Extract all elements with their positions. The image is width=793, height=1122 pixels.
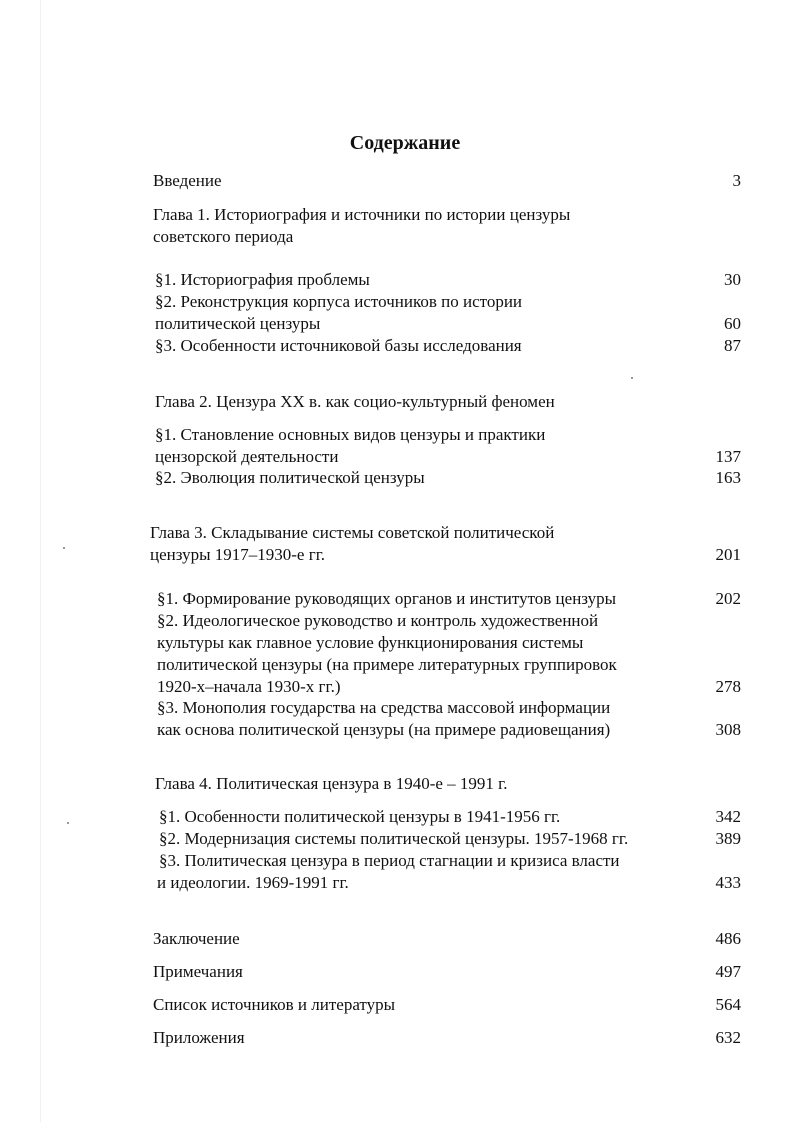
toc-ch3-section-1: §1. Формирование руководящих органов и институтов цензуры [157, 589, 617, 608]
toc-ch3-section-2-cont-3: 1920-х–начала 1930-х гг.) [157, 677, 341, 696]
toc-ch2-section-1-page: 137 [715, 447, 741, 466]
toc-intro-page: 3 [732, 171, 741, 190]
toc-ch3-section-2-page: 278 [715, 677, 741, 696]
toc-ch3-section-2-cont-1: культуры как главное условие функционирования системы [157, 633, 584, 652]
toc-ch2-section-1-cont: цензорской деятельности [155, 447, 339, 466]
scan-edge [40, 0, 41, 1122]
toc-ch2-section-1: §1. Становление основных видов цензуры и практики [155, 425, 546, 444]
toc-ch4-section-1: §1. Особенности политической цензуры в 1941-1956 гг. [159, 807, 561, 826]
toc-notes-label: Примечания [153, 962, 243, 981]
toc-ch2-section-2-page: 163 [715, 468, 741, 487]
toc-intro-label: Введение [153, 171, 222, 190]
toc-ch4-section-3-cont: и идеологии. 1969-1991 гг. [157, 873, 349, 892]
toc-sources-label: Список источников и литературы [153, 995, 396, 1014]
toc-conclusion-label: Заключение [153, 929, 240, 948]
toc-ch3-section-2: §2. Идеологическое руководство и контроль художественной [157, 611, 599, 630]
toc-ch1-section-2: §2. Реконструкция корпуса источников по истории [155, 292, 523, 311]
toc-ch4-section-2-page: 389 [715, 829, 741, 848]
toc-ch3-section-3-page: 308 [715, 720, 741, 739]
scan-speck [63, 547, 65, 549]
toc-ch4-section-3: §3. Политическая цензура в период стагнации и кризиса власти [159, 851, 620, 870]
toc-ch4-section-3-page: 433 [715, 873, 741, 892]
toc-chapter-4-title: Глава 4. Политическая цензура в 1940-е – 1991 г. [155, 774, 508, 793]
toc-notes-page: 497 [715, 962, 741, 981]
toc-ch3-section-3: §3. Монополия государства на средства массовой информации [157, 698, 611, 717]
toc-sources-page: 564 [715, 995, 741, 1014]
toc-chapter-2-title: Глава 2. Цензура XX в. как социо-культурный феномен [155, 392, 555, 411]
toc-ch1-section-3: §3. Особенности источниковой базы исследования [155, 336, 522, 355]
toc-ch3-section-3-cont: как основа политической цензуры (на примере радиовещания) [157, 720, 611, 739]
toc-ch1-section-2-page: 60 [724, 314, 741, 333]
toc-ch3-section-2-cont-2: политической цензуры (на примере литературных группировок [157, 655, 617, 674]
toc-conclusion-page: 486 [715, 929, 741, 948]
toc-chapter-1-title-cont: советского периода [153, 227, 294, 246]
toc-ch4-section-1-page: 342 [715, 807, 741, 826]
scan-speck [67, 822, 69, 824]
toc-appendix-label: Приложения [153, 1028, 245, 1047]
toc-ch1-section-3-page: 87 [724, 336, 741, 355]
toc-appendix-page: 632 [715, 1028, 741, 1047]
toc-ch1-section-2-cont: политической цензуры [155, 314, 321, 333]
page-title: Содержание [349, 132, 461, 154]
toc-chapter-1-title: Глава 1. Историография и источники по истории цензуры [153, 205, 571, 224]
toc-chapter-3-title: Глава 3. Складывание системы советской политической [150, 523, 555, 542]
toc-ch4-section-2: §2. Модернизация системы политической цензуры. 1957-1968 гг. [159, 829, 629, 848]
scan-speck [631, 377, 633, 379]
toc-ch3-section-1-page: 202 [715, 589, 741, 608]
toc-chapter-3-title-cont: цензуры 1917–1930-е гг. [150, 545, 326, 564]
toc-ch1-section-1-page: 30 [724, 270, 741, 289]
toc-chapter-3-page: 201 [715, 545, 741, 564]
toc-ch2-section-2: §2. Эволюция политической цензуры [155, 468, 425, 487]
toc-ch1-section-1: §1. Историография проблемы [155, 270, 370, 289]
